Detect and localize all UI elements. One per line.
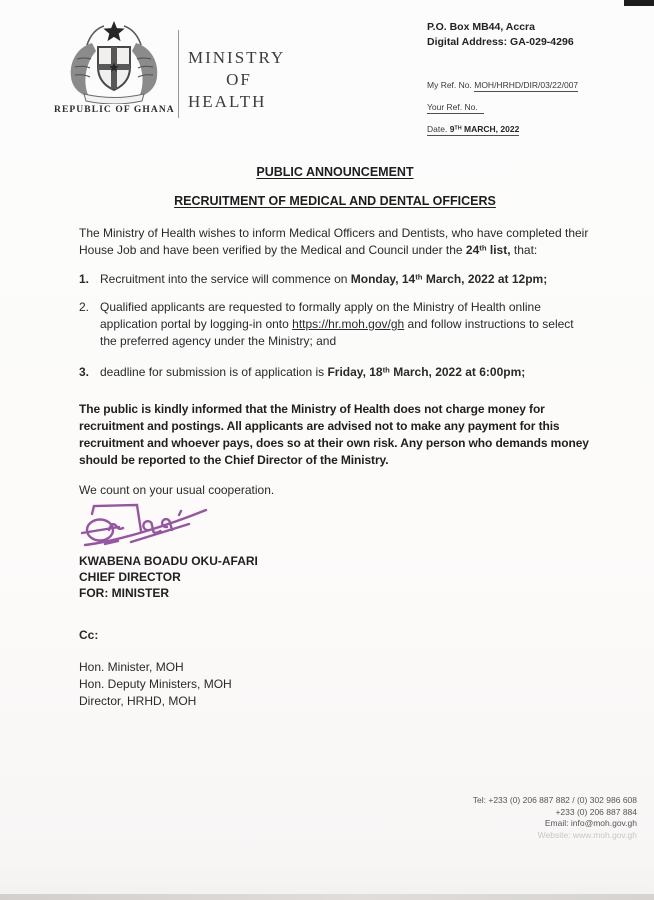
signatory-block [79,553,591,601]
crest-caption: REPUBLIC OF GHANA [54,105,175,115]
list-item-1 [79,271,591,288]
signature-ink [79,503,209,551]
announcement-title: PUBLIC ANNOUNCEMENT [256,165,414,179]
ghana-coat-of-arms-icon [58,20,170,104]
address-block [427,20,574,49]
ministry-name [188,47,290,113]
signatory-for-line: FOR: MINISTER [79,586,169,600]
cc-recipient: Hon. Deputy Ministers, MOH [79,677,232,691]
warning-paragraph: The public is kindly informed that the Ministry of Health does not charge money for recruitment and postings. All applicants are advised not to make any payment for this recruitment and whoever pays, does so at their own risk. Any person who demands money should be reported to the Chief Director of the Ministry. [79,402,589,467]
cc-label: Cc: [79,628,99,642]
ministry-line-1: MINISTRY [188,48,286,67]
list-number: 3. [79,365,90,379]
my-ref-line: My Ref. No. MOH/HRHD/DIR/03/22/007 [427,80,579,90]
ministry-line-3: HEALTH [188,92,267,111]
application-portal-url: https://hr.moh.gov/gh [292,317,405,331]
photo-bottom-edge [0,894,654,900]
po-box-line: P.O. Box MB44, Accra [427,21,535,33]
list-item-3 [79,364,591,381]
closing-line: We count on your usual cooperation. [79,483,275,497]
footer-website-line: Website: www.moh.gov.gh [537,829,637,840]
signature-block [79,503,591,551]
cc-list [79,659,591,710]
list-item-2 [79,299,591,350]
letterhead [0,0,654,158]
list-item-text: Qualified applicants are requested to formally apply on the Ministry of Health online application portal by logging-in onto https://hr.moh.gov/gh and follow instructions to select the preferred agency under the Ministry; and [100,300,574,348]
ghana-crest-block [54,20,174,115]
list-item-text: Recruitment into the service will commence on Monday, 14th March, 2022 at 12pm; [100,272,548,286]
letter-body [79,158,591,710]
footer-tel-line-2: +233 (0) 206 887 884 [555,806,637,817]
your-ref-line: Your Ref. No. [427,102,578,114]
signatory-name: KWABENA BOADU OKU-AFARI [79,554,258,568]
cc-recipient: Director, HRHD, MOH [79,694,197,708]
list-number: 1. [79,272,90,286]
my-ref-value: MOH/HRHD/DIR/03/22/007 [474,80,579,90]
contact-footer [473,795,637,841]
footer-email-line: Email: info@moh.gov.gh [544,818,637,828]
intro-paragraph: The Ministry of Health wishes to inform Medical Officers and Dentists, who have completed their House Job and have been verified by the Medical and Council under the 24th list, that: [79,226,589,257]
date-line: Date. 9TH MARCH, 2022 [427,124,520,134]
letterhead-divider [178,30,179,118]
list-number: 2. [79,300,90,314]
subject-title: RECRUITMENT OF MEDICAL AND DENTAL OFFICERS [174,194,496,208]
signatory-position: CHIEF DIRECTOR [79,570,181,584]
digital-address-line: Digital Address: GA-029-4296 [427,35,574,48]
reference-block [427,80,578,146]
ministry-line-2: OF [226,70,252,89]
list-item-text: deadline for submission is of application is Friday, 18th March, 2022 at 6:00pm; [100,365,526,379]
footer-tel-line: Tel: +233 (0) 206 887 882 / (0) 302 986 608 [472,795,637,805]
cc-recipient: Hon. Minister, MOH [79,660,184,674]
